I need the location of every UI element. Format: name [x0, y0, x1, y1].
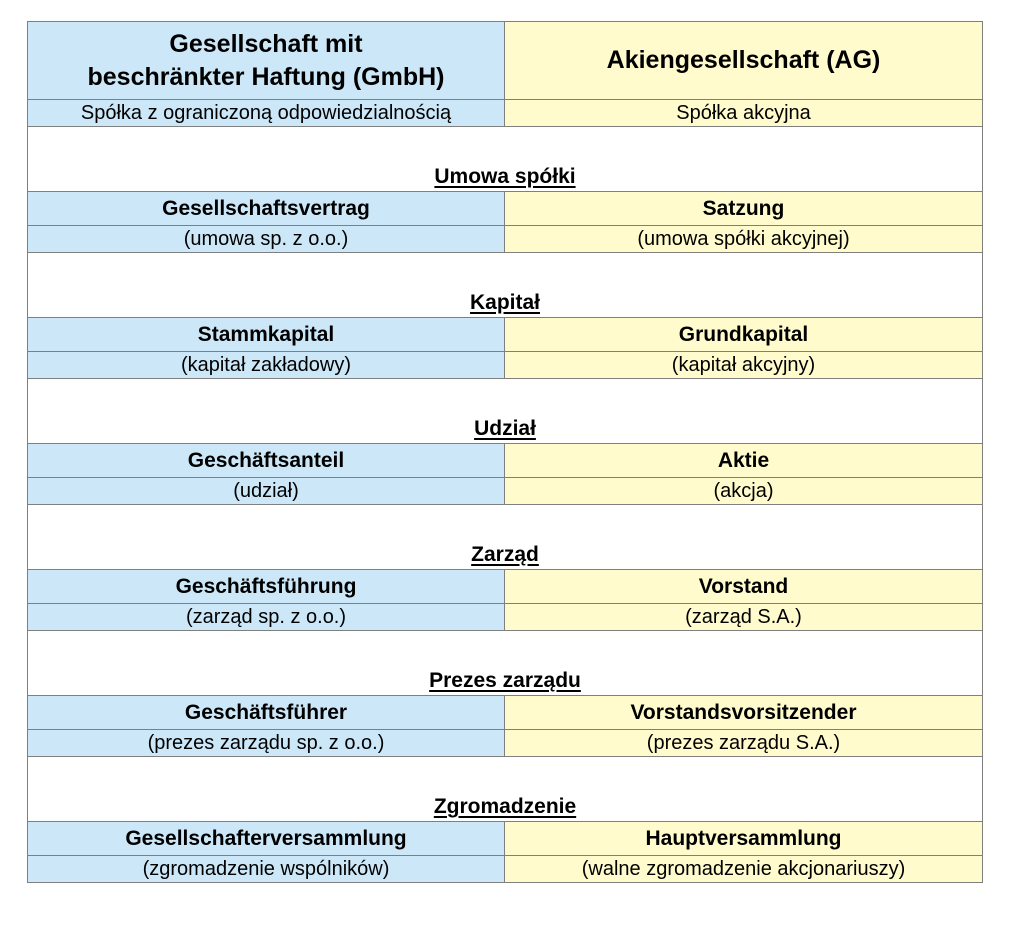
gmbh-translation: (umowa sp. z o.o.)	[28, 226, 505, 253]
section-heading-row	[28, 379, 983, 444]
section-heading-row	[28, 253, 983, 318]
section-heading-cell	[28, 631, 983, 696]
section-heading: Umowa spółki	[434, 165, 576, 188]
ag-translation: (kapitał akcyjny)	[505, 352, 983, 379]
gmbh-translation: (kapitał zakładowy)	[28, 352, 505, 379]
section-heading: Udział	[474, 417, 536, 440]
ag-translation: (akcja)	[505, 478, 983, 505]
section-heading-row	[28, 127, 983, 192]
translation-row	[28, 730, 983, 757]
ag-subtitle: Spółka akcyjna	[505, 100, 983, 127]
header-subtitle-row	[28, 100, 983, 127]
ag-term: Satzung	[505, 192, 983, 226]
gmbh-translation: (udział)	[28, 478, 505, 505]
gmbh-term: Geschäftsanteil	[28, 444, 505, 478]
ag-title: Akiengesellschaft (AG)	[606, 46, 881, 74]
section-heading-cell	[28, 505, 983, 570]
section-heading-row	[28, 631, 983, 696]
header-row	[28, 22, 983, 100]
gmbh-term: Gesellschaftsvertrag	[28, 192, 505, 226]
ag-term: Hauptversammlung	[505, 822, 983, 856]
term-row	[28, 192, 983, 226]
comparison-table-body	[28, 22, 983, 883]
section-heading: Prezes zarządu	[429, 669, 581, 692]
translation-row	[28, 352, 983, 379]
translation-row	[28, 226, 983, 253]
ag-term: Grundkapital	[505, 318, 983, 352]
gmbh-translation: (zgromadzenie wspólników)	[28, 856, 505, 883]
term-row	[28, 822, 983, 856]
gmbh-title-line2: beschränkter Haftung (GmbH)	[87, 62, 445, 91]
translation-row	[28, 856, 983, 883]
gmbh-term: Stammkapital	[28, 318, 505, 352]
term-row	[28, 696, 983, 730]
section-heading-row	[28, 757, 983, 822]
section-heading-cell	[28, 127, 983, 192]
section-heading-cell	[28, 379, 983, 444]
section-heading: Zgromadzenie	[433, 795, 577, 818]
gmbh-term: Geschäftsführer	[28, 696, 505, 730]
gmbh-translation: (prezes zarządu sp. z o.o.)	[28, 730, 505, 757]
section-heading: Zarząd	[471, 543, 539, 566]
term-row	[28, 444, 983, 478]
ag-term: Vorstand	[505, 570, 983, 604]
ag-translation: (zarząd S.A.)	[505, 604, 983, 631]
gmbh-title-cell	[28, 22, 505, 100]
term-row	[28, 570, 983, 604]
ag-translation: (prezes zarządu S.A.)	[505, 730, 983, 757]
section-heading-cell	[28, 757, 983, 822]
term-row	[28, 318, 983, 352]
section-heading: Kapitał	[469, 291, 540, 314]
gmbh-term: Geschäftsführung	[28, 570, 505, 604]
translation-row	[28, 604, 983, 631]
ag-title-cell	[505, 22, 983, 100]
ag-term: Vorstandsvorsitzender	[505, 696, 983, 730]
gmbh-term: Gesellschafterversammlung	[28, 822, 505, 856]
section-heading-cell	[28, 253, 983, 318]
comparison-table	[27, 21, 983, 883]
translation-row	[28, 478, 983, 505]
ag-translation: (umowa spółki akcyjnej)	[505, 226, 983, 253]
gmbh-title-line1: Gesellschaft mit	[169, 29, 363, 58]
ag-term: Aktie	[505, 444, 983, 478]
gmbh-subtitle: Spółka z ograniczoną odpowiedzialnością	[28, 100, 505, 127]
gmbh-translation: (zarząd sp. z o.o.)	[28, 604, 505, 631]
section-heading-row	[28, 505, 983, 570]
ag-translation: (walne zgromadzenie akcjonariuszy)	[505, 856, 983, 883]
